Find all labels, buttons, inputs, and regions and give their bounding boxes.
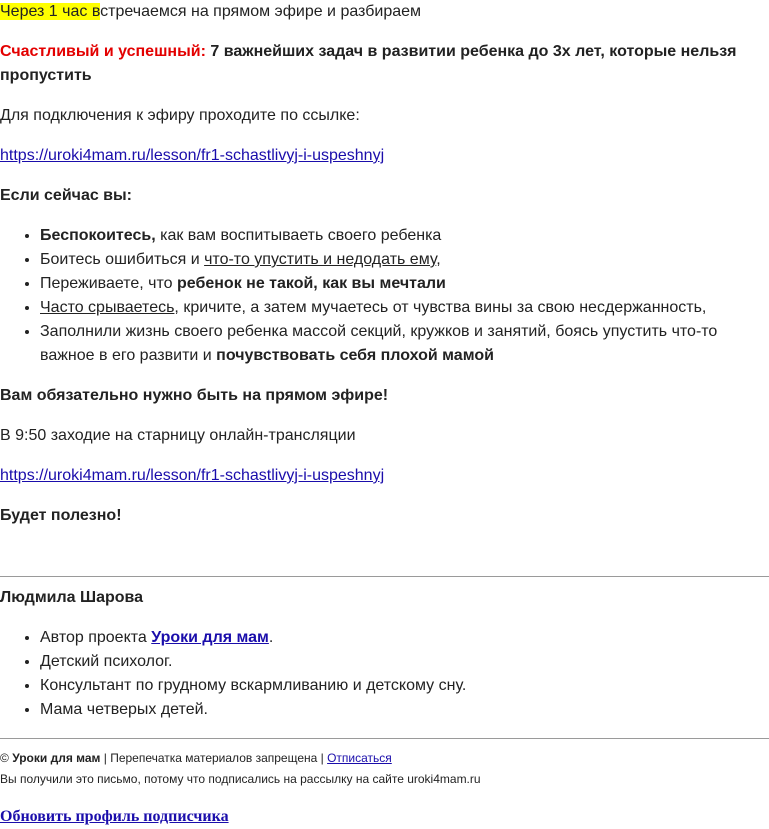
bullet-bold: Беспокоитесь,: [40, 227, 156, 244]
bullet-text: , кричите, а затем мучаетесь от чувства вины за свою несдержанность,: [174, 299, 707, 316]
author-item-text: Автор проекта: [40, 629, 152, 646]
intro-highlight: Через 1 час в: [0, 3, 101, 20]
intro-line: [0, 0, 421, 24]
if-now-heading: [0, 184, 132, 208]
bullet-text: ,: [436, 251, 441, 268]
author-list: [0, 626, 769, 722]
divider: [0, 738, 769, 739]
list-item: [40, 248, 769, 272]
symptom-list: [0, 224, 769, 368]
useful-heading: [0, 504, 122, 528]
headline-red: Счастливый и успешный:: [0, 43, 206, 60]
footer-note: Вы получили это письмо, потому что подписались на рассылку на сайте uroki4mam.ru: [0, 772, 481, 786]
time-text: В 9:50 заходие на старницу онлайн-трансляции: [0, 427, 356, 444]
bullet-text: Переживаете, что: [40, 275, 178, 292]
stream-link-1[interactable]: https://uroki4mam.ru/lesson/fr1-schastlivyj-i-uspeshnyj: [0, 147, 385, 164]
author-item-text: .: [268, 629, 274, 646]
list-item: • Мама четверых детей.: [40, 698, 769, 722]
list-item: [40, 272, 769, 296]
bullet-text: Заполнили жизнь своего ребенка массой секций, кружков и занятий, боясь упустить что-то важное в его развити и: [40, 323, 718, 364]
bullet-underline: Часто срываетесь: [40, 299, 175, 316]
author-name-text: Людмила Шарова: [0, 589, 144, 606]
useful-text: Будет полезно!: [0, 507, 122, 524]
divider: [0, 576, 769, 577]
copyright-sign: ©: [0, 751, 13, 765]
bullet-bold: почувствовать себя плохой мамой: [216, 347, 494, 364]
if-now-text: Если сейчас вы:: [0, 187, 133, 204]
update-profile-wrap: [0, 805, 229, 829]
must-be-text: Вам обязательно нужно быть на прямом эфире!: [0, 387, 389, 404]
bullet-text: как вам воспитываеть своего ребенка: [155, 227, 442, 244]
list-item: [40, 626, 769, 650]
bullet-text: Боитесь ошибиться и: [40, 251, 205, 268]
list-item: [40, 296, 769, 320]
list-item: [40, 224, 769, 248]
stream-link-2[interactable]: https://uroki4mam.ru/lesson/fr1-schastlivyj-i-uspeshnyj: [0, 467, 385, 484]
list-item: • Детский психолог.: [40, 650, 769, 674]
connect-text: Для подключения к эфиру проходите по ссылке:: [0, 107, 360, 124]
author-name: [0, 586, 143, 610]
update-profile-link[interactable]: Обновить профиль подписчика: [0, 808, 229, 825]
link2-wrap: [0, 464, 384, 488]
list-item: • Консультант по грудному вскармливанию и детскому сну.: [40, 674, 769, 698]
bullet-underline: что-то упустить и недодать ему: [204, 251, 437, 268]
footer-notice: | Перепечатка материалов запрещена |: [100, 751, 328, 765]
headline-bold: 7 важнейших задач в развитии ребенка до 3х лет, которые нельзя пропустить: [0, 43, 737, 84]
list-item: [40, 320, 769, 368]
footer-copyright: [0, 750, 392, 766]
must-be-heading: [0, 384, 388, 408]
unsubscribe-link[interactable]: Отписаться: [327, 751, 392, 765]
footer-brand: Уроки для мам: [12, 751, 101, 765]
headline: [0, 40, 760, 88]
intro-rest: стречаемся на прямом эфире и разбираем: [100, 3, 422, 20]
link1-wrap: [0, 144, 384, 168]
bullet-bold: ребенок не такой, как вы мечтали: [177, 275, 446, 292]
project-link[interactable]: Уроки для мам: [151, 629, 269, 646]
